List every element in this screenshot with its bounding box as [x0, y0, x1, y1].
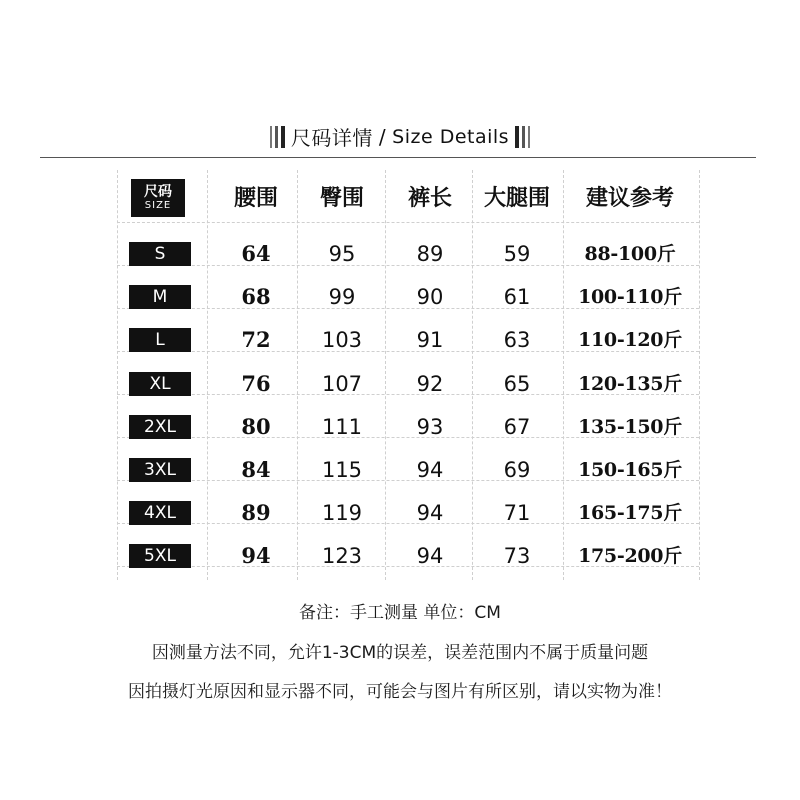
cell-thigh: 67 [503, 414, 531, 439]
col-header-waist: 腰围 [233, 186, 278, 211]
cell-thigh: 65 [503, 371, 531, 396]
cell-hip: 99 [328, 285, 356, 310]
cell-recommend: 165-175斤 [578, 502, 682, 525]
page-title [0, 122, 800, 151]
size-badge: 3XL [129, 458, 191, 482]
cell-length: 90 [416, 285, 444, 310]
cell-waist: 68 [241, 284, 271, 310]
col-header-length: 裤长 [407, 186, 452, 211]
cell-thigh: 69 [503, 458, 531, 482]
cell-waist: 94 [241, 543, 271, 569]
title-sep: / [378, 124, 387, 149]
size-badge: L [129, 328, 191, 352]
cell-recommend: 88-100斤 [584, 243, 676, 265]
cell-length: 94 [416, 501, 444, 526]
col-header-thigh: 大腿围 [483, 186, 550, 211]
cell-thigh: 71 [503, 501, 531, 526]
cell-length: 94 [416, 544, 444, 569]
cell-hip: 103 [321, 328, 363, 353]
col-header-recommend: 建议参考 [585, 186, 674, 211]
cell-recommend: 175-200斤 [578, 545, 682, 568]
cell-recommend: 110-120斤 [578, 329, 682, 352]
cell-waist: 84 [241, 457, 271, 482]
size-badge: 4XL [129, 501, 191, 525]
size-badge: M [129, 285, 191, 309]
cell-hip: 115 [321, 458, 363, 482]
cell-waist: 72 [241, 327, 271, 353]
cell-waist: 64 [241, 241, 271, 266]
cell-waist: 89 [241, 500, 271, 526]
title-area [0, 118, 800, 158]
grid-vline [385, 170, 386, 580]
cell-length: 89 [416, 242, 444, 266]
title-divider [40, 157, 756, 158]
cell-waist: 80 [241, 413, 271, 439]
size-header-cn: 尺码 [144, 183, 172, 200]
cell-hip: 95 [328, 242, 356, 266]
size-badge: 2XL [129, 415, 191, 439]
cell-thigh: 73 [503, 544, 531, 569]
note-disclaimer: 因拍摄灯光原因和显示器不同，可能会与图片有所区别，请以实物为准！ [128, 682, 672, 702]
size-header-badge [131, 179, 185, 217]
cell-thigh: 61 [503, 285, 531, 310]
size-badge: XL [129, 372, 191, 396]
cell-hip: 119 [321, 501, 363, 526]
cell-hip: 123 [321, 544, 363, 569]
title-en: Size Details [392, 125, 510, 148]
cell-hip: 107 [321, 371, 363, 396]
cell-thigh: 63 [503, 328, 531, 353]
cell-recommend: 150-165斤 [578, 459, 682, 481]
cell-recommend: 120-135斤 [578, 372, 682, 395]
cell-hip: 111 [321, 414, 363, 439]
title-cn: 尺码详情 [290, 126, 373, 150]
note-tolerance: 因测量方法不同，允许1-3CM的误差，误差范围内不属于质量问题 [151, 643, 649, 663]
cell-length: 92 [416, 371, 444, 396]
title-right-bars-icon [515, 126, 530, 148]
grid-vline [472, 170, 473, 580]
cell-recommend: 135-150斤 [578, 415, 682, 438]
cell-length: 94 [416, 458, 444, 482]
size-badge: 5XL [129, 544, 191, 568]
grid-vline [117, 170, 118, 580]
grid-vline [699, 170, 700, 580]
title-left-bars-icon [270, 126, 285, 148]
cell-recommend: 100-110斤 [578, 286, 682, 309]
cell-waist: 76 [241, 370, 271, 396]
col-header-hip: 臀围 [319, 186, 364, 211]
grid-vline [207, 170, 208, 580]
cell-length: 93 [416, 414, 444, 439]
size-header-en: SIZE [144, 199, 172, 211]
grid-hline [117, 222, 699, 223]
cell-length: 91 [416, 328, 444, 353]
cell-thigh: 59 [503, 242, 531, 266]
note-measure: 备注：手工测量 单位：CM [299, 603, 501, 623]
size-badge: S [129, 242, 191, 266]
